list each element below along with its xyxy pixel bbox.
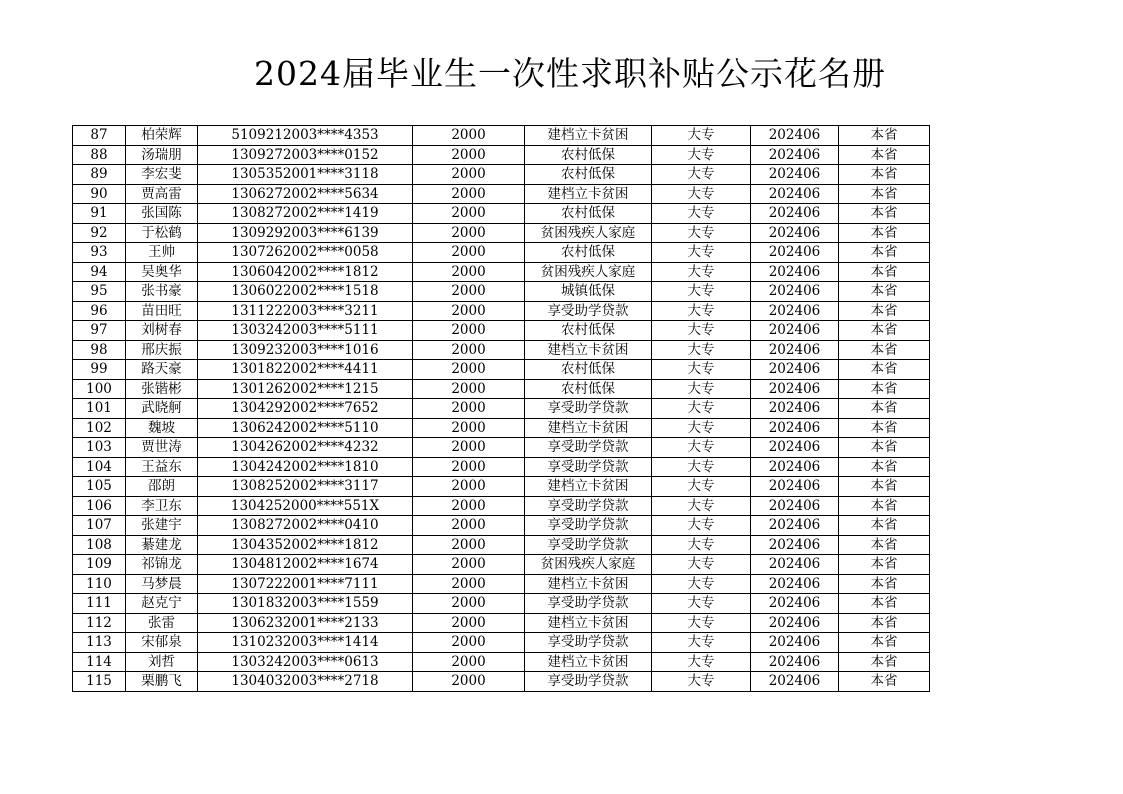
cell-id-number: 1307222001****7111 — [198, 574, 413, 594]
table-row — [73, 672, 930, 692]
cell-graduation: 202406 — [751, 204, 839, 224]
cell-amount: 2000 — [413, 243, 525, 263]
cell-amount: 2000 — [413, 574, 525, 594]
cell-seq: 109 — [73, 555, 126, 575]
table-row — [73, 418, 930, 438]
table-row — [73, 477, 930, 497]
page-title: 2024届毕业生一次性求职补贴公示花名册 — [254, 54, 886, 93]
cell-graduation: 202406 — [751, 516, 839, 536]
table-row — [73, 321, 930, 341]
cell-education: 大专 — [652, 613, 751, 633]
cell-amount: 2000 — [413, 516, 525, 536]
cell-name: 武晓舸 — [126, 399, 198, 419]
cell-id-number: 1301832003****1559 — [198, 594, 413, 614]
cell-id-number: 1306022002****1518 — [198, 282, 413, 302]
cell-education: 大专 — [652, 340, 751, 360]
cell-graduation: 202406 — [751, 321, 839, 341]
cell-region: 本省 — [839, 418, 930, 438]
cell-graduation: 202406 — [751, 613, 839, 633]
cell-amount: 2000 — [413, 360, 525, 380]
cell-id-number: 1301262002****1215 — [198, 379, 413, 399]
cell-category: 农村低保 — [525, 360, 652, 380]
cell-category: 享受助学贷款 — [525, 438, 652, 458]
cell-education: 大专 — [652, 262, 751, 282]
cell-amount: 2000 — [413, 379, 525, 399]
cell-category: 建档立卡贫困 — [525, 184, 652, 204]
table-row — [73, 262, 930, 282]
cell-graduation: 202406 — [751, 477, 839, 497]
cell-id-number: 1309272003****0152 — [198, 145, 413, 165]
cell-category: 贫困残疾人家庭 — [525, 262, 652, 282]
cell-name: 路天豪 — [126, 360, 198, 380]
cell-region: 本省 — [839, 555, 930, 575]
cell-graduation: 202406 — [751, 243, 839, 263]
cell-id-number: 1310232003****1414 — [198, 633, 413, 653]
cell-seq: 98 — [73, 340, 126, 360]
cell-name: 张建宇 — [126, 516, 198, 536]
cell-id-number: 1304292002****7652 — [198, 399, 413, 419]
cell-name: 祁锦龙 — [126, 555, 198, 575]
cell-graduation: 202406 — [751, 262, 839, 282]
cell-category: 享受助学贷款 — [525, 457, 652, 477]
cell-id-number: 1306272002****5634 — [198, 184, 413, 204]
cell-education: 大专 — [652, 516, 751, 536]
cell-graduation: 202406 — [751, 438, 839, 458]
cell-name: 邵朗 — [126, 477, 198, 497]
cell-id-number: 5109212003****4353 — [198, 126, 413, 146]
cell-amount: 2000 — [413, 399, 525, 419]
cell-graduation: 202406 — [751, 379, 839, 399]
cell-education: 大专 — [652, 204, 751, 224]
table-row — [73, 243, 930, 263]
cell-region: 本省 — [839, 204, 930, 224]
cell-id-number: 1306242002****5110 — [198, 418, 413, 438]
cell-id-number: 1308272002****1419 — [198, 204, 413, 224]
table-row — [73, 379, 930, 399]
cell-region: 本省 — [839, 379, 930, 399]
cell-graduation: 202406 — [751, 574, 839, 594]
table-row — [73, 399, 930, 419]
cell-category: 享受助学贷款 — [525, 535, 652, 555]
cell-category: 建档立卡贫困 — [525, 340, 652, 360]
cell-amount: 2000 — [413, 184, 525, 204]
cell-amount: 2000 — [413, 438, 525, 458]
cell-education: 大专 — [652, 535, 751, 555]
cell-education: 大专 — [652, 555, 751, 575]
table-row — [73, 165, 930, 185]
cell-graduation: 202406 — [751, 126, 839, 146]
table-row — [73, 204, 930, 224]
cell-region: 本省 — [839, 535, 930, 555]
cell-id-number: 1308252002****3117 — [198, 477, 413, 497]
cell-seq: 112 — [73, 613, 126, 633]
cell-id-number: 1304032003****2718 — [198, 672, 413, 692]
cell-region: 本省 — [839, 165, 930, 185]
cell-graduation: 202406 — [751, 594, 839, 614]
cell-category: 建档立卡贫困 — [525, 126, 652, 146]
cell-name: 王帅 — [126, 243, 198, 263]
cell-graduation: 202406 — [751, 652, 839, 672]
cell-amount: 2000 — [413, 652, 525, 672]
cell-category: 建档立卡贫困 — [525, 418, 652, 438]
cell-seq: 94 — [73, 262, 126, 282]
cell-education: 大专 — [652, 574, 751, 594]
cell-region: 本省 — [839, 340, 930, 360]
cell-seq: 104 — [73, 457, 126, 477]
cell-seq: 97 — [73, 321, 126, 341]
cell-seq: 101 — [73, 399, 126, 419]
cell-education: 大专 — [652, 594, 751, 614]
cell-seq: 110 — [73, 574, 126, 594]
cell-id-number: 1306232001****2133 — [198, 613, 413, 633]
cell-category: 贫困残疾人家庭 — [525, 555, 652, 575]
cell-seq: 91 — [73, 204, 126, 224]
cell-education: 大专 — [652, 223, 751, 243]
cell-amount: 2000 — [413, 165, 525, 185]
cell-education: 大专 — [652, 301, 751, 321]
table-row — [73, 613, 930, 633]
cell-graduation: 202406 — [751, 301, 839, 321]
cell-graduation: 202406 — [751, 360, 839, 380]
cell-graduation: 202406 — [751, 633, 839, 653]
cell-category: 建档立卡贫困 — [525, 574, 652, 594]
cell-amount: 2000 — [413, 535, 525, 555]
cell-amount: 2000 — [413, 282, 525, 302]
cell-id-number: 1303242003****0613 — [198, 652, 413, 672]
cell-name: 贾世涛 — [126, 438, 198, 458]
cell-category: 享受助学贷款 — [525, 672, 652, 692]
cell-category: 享受助学贷款 — [525, 301, 652, 321]
table-row — [73, 438, 930, 458]
cell-name: 李宏斐 — [126, 165, 198, 185]
table-row — [73, 457, 930, 477]
cell-category: 农村低保 — [525, 145, 652, 165]
table-row — [73, 496, 930, 516]
cell-education: 大专 — [652, 243, 751, 263]
cell-amount: 2000 — [413, 496, 525, 516]
cell-region: 本省 — [839, 594, 930, 614]
cell-seq: 89 — [73, 165, 126, 185]
cell-region: 本省 — [839, 457, 930, 477]
cell-amount: 2000 — [413, 126, 525, 146]
cell-region: 本省 — [839, 496, 930, 516]
cell-seq: 93 — [73, 243, 126, 263]
roster-body — [73, 126, 930, 692]
table-row — [73, 282, 930, 302]
cell-education: 大专 — [652, 321, 751, 341]
cell-amount: 2000 — [413, 672, 525, 692]
cell-graduation: 202406 — [751, 496, 839, 516]
cell-amount: 2000 — [413, 633, 525, 653]
cell-graduation: 202406 — [751, 184, 839, 204]
cell-amount: 2000 — [413, 594, 525, 614]
cell-name: 王益东 — [126, 457, 198, 477]
cell-amount: 2000 — [413, 262, 525, 282]
cell-amount: 2000 — [413, 613, 525, 633]
cell-region: 本省 — [839, 360, 930, 380]
cell-id-number: 1308272002****0410 — [198, 516, 413, 536]
cell-category: 农村低保 — [525, 321, 652, 341]
cell-name: 张书豪 — [126, 282, 198, 302]
table-row — [73, 360, 930, 380]
cell-education: 大专 — [652, 126, 751, 146]
cell-amount: 2000 — [413, 223, 525, 243]
cell-education: 大专 — [652, 360, 751, 380]
cell-amount: 2000 — [413, 204, 525, 224]
cell-id-number: 1306042002****1812 — [198, 262, 413, 282]
cell-graduation: 202406 — [751, 145, 839, 165]
cell-amount: 2000 — [413, 145, 525, 165]
cell-region: 本省 — [839, 301, 930, 321]
cell-category: 城镇低保 — [525, 282, 652, 302]
cell-seq: 115 — [73, 672, 126, 692]
cell-category: 农村低保 — [525, 379, 652, 399]
cell-name: 栗鹏飞 — [126, 672, 198, 692]
cell-education: 大专 — [652, 282, 751, 302]
cell-id-number: 1301822002****4411 — [198, 360, 413, 380]
table-row — [73, 574, 930, 594]
cell-id-number: 1304352002****1812 — [198, 535, 413, 555]
cell-region: 本省 — [839, 262, 930, 282]
cell-category: 贫困残疾人家庭 — [525, 223, 652, 243]
cell-name: 宋郁泉 — [126, 633, 198, 653]
cell-education: 大专 — [652, 652, 751, 672]
cell-id-number: 1311222003****3211 — [198, 301, 413, 321]
table-row — [73, 535, 930, 555]
cell-seq: 108 — [73, 535, 126, 555]
cell-id-number: 1304812002****1674 — [198, 555, 413, 575]
cell-name: 赵克宁 — [126, 594, 198, 614]
cell-region: 本省 — [839, 223, 930, 243]
cell-name: 张国陈 — [126, 204, 198, 224]
cell-education: 大专 — [652, 672, 751, 692]
cell-education: 大专 — [652, 633, 751, 653]
cell-amount: 2000 — [413, 477, 525, 497]
cell-graduation: 202406 — [751, 418, 839, 438]
cell-education: 大专 — [652, 457, 751, 477]
cell-category: 建档立卡贫困 — [525, 477, 652, 497]
cell-id-number: 1305352001****3118 — [198, 165, 413, 185]
cell-seq: 102 — [73, 418, 126, 438]
cell-graduation: 202406 — [751, 535, 839, 555]
cell-education: 大专 — [652, 145, 751, 165]
cell-graduation: 202406 — [751, 457, 839, 477]
cell-graduation: 202406 — [751, 555, 839, 575]
roster-table — [72, 125, 930, 692]
cell-category: 建档立卡贫困 — [525, 613, 652, 633]
cell-name: 张锴彬 — [126, 379, 198, 399]
cell-category: 享受助学贷款 — [525, 399, 652, 419]
cell-name: 汤瑞朋 — [126, 145, 198, 165]
cell-seq: 114 — [73, 652, 126, 672]
cell-id-number: 1309292003****6139 — [198, 223, 413, 243]
cell-name: 吴奥华 — [126, 262, 198, 282]
cell-id-number: 1304252000****551X — [198, 496, 413, 516]
cell-seq: 111 — [73, 594, 126, 614]
cell-seq: 95 — [73, 282, 126, 302]
cell-region: 本省 — [839, 438, 930, 458]
cell-education: 大专 — [652, 184, 751, 204]
cell-seq: 88 — [73, 145, 126, 165]
cell-category: 农村低保 — [525, 243, 652, 263]
cell-region: 本省 — [839, 477, 930, 497]
cell-category: 享受助学贷款 — [525, 594, 652, 614]
table-row — [73, 340, 930, 360]
table-row — [73, 126, 930, 146]
cell-seq: 99 — [73, 360, 126, 380]
cell-region: 本省 — [839, 516, 930, 536]
cell-seq: 107 — [73, 516, 126, 536]
cell-amount: 2000 — [413, 457, 525, 477]
cell-name: 柏荣辉 — [126, 126, 198, 146]
cell-category: 享受助学贷款 — [525, 633, 652, 653]
cell-region: 本省 — [839, 321, 930, 341]
cell-seq: 113 — [73, 633, 126, 653]
cell-seq: 90 — [73, 184, 126, 204]
cell-education: 大专 — [652, 496, 751, 516]
cell-region: 本省 — [839, 613, 930, 633]
cell-id-number: 1304242002****1810 — [198, 457, 413, 477]
table-row — [73, 516, 930, 536]
cell-region: 本省 — [839, 184, 930, 204]
table-row — [73, 301, 930, 321]
cell-name: 张雷 — [126, 613, 198, 633]
cell-graduation: 202406 — [751, 340, 839, 360]
cell-region: 本省 — [839, 574, 930, 594]
table-row — [73, 223, 930, 243]
cell-region: 本省 — [839, 126, 930, 146]
cell-region: 本省 — [839, 652, 930, 672]
cell-category: 享受助学贷款 — [525, 516, 652, 536]
cell-name: 李卫东 — [126, 496, 198, 516]
cell-id-number: 1307262002****0058 — [198, 243, 413, 263]
cell-name: 刘哲 — [126, 652, 198, 672]
cell-name: 刘树春 — [126, 321, 198, 341]
cell-education: 大专 — [652, 438, 751, 458]
cell-education: 大专 — [652, 379, 751, 399]
cell-id-number: 1304262002****4232 — [198, 438, 413, 458]
cell-region: 本省 — [839, 145, 930, 165]
cell-graduation: 202406 — [751, 223, 839, 243]
cell-id-number: 1303242003****5111 — [198, 321, 413, 341]
cell-seq: 87 — [73, 126, 126, 146]
cell-region: 本省 — [839, 282, 930, 302]
cell-education: 大专 — [652, 477, 751, 497]
cell-name: 于松鹤 — [126, 223, 198, 243]
cell-graduation: 202406 — [751, 672, 839, 692]
cell-category: 享受助学贷款 — [525, 496, 652, 516]
cell-amount: 2000 — [413, 301, 525, 321]
cell-education: 大专 — [652, 418, 751, 438]
table-row — [73, 555, 930, 575]
cell-graduation: 202406 — [751, 399, 839, 419]
cell-name: 苗田旺 — [126, 301, 198, 321]
cell-graduation: 202406 — [751, 282, 839, 302]
table-row — [73, 594, 930, 614]
cell-region: 本省 — [839, 672, 930, 692]
cell-amount: 2000 — [413, 340, 525, 360]
cell-seq: 103 — [73, 438, 126, 458]
cell-region: 本省 — [839, 399, 930, 419]
cell-amount: 2000 — [413, 321, 525, 341]
cell-name: 贾高雷 — [126, 184, 198, 204]
cell-education: 大专 — [652, 165, 751, 185]
cell-id-number: 1309232003****1016 — [198, 340, 413, 360]
cell-seq: 92 — [73, 223, 126, 243]
cell-seq: 106 — [73, 496, 126, 516]
table-row — [73, 633, 930, 653]
cell-education: 大专 — [652, 399, 751, 419]
cell-name: 綦建龙 — [126, 535, 198, 555]
cell-category: 建档立卡贫困 — [525, 652, 652, 672]
cell-amount: 2000 — [413, 555, 525, 575]
table-row — [73, 652, 930, 672]
cell-graduation: 202406 — [751, 165, 839, 185]
cell-name: 马梦晨 — [126, 574, 198, 594]
cell-name: 魏坡 — [126, 418, 198, 438]
cell-seq: 96 — [73, 301, 126, 321]
cell-category: 农村低保 — [525, 204, 652, 224]
cell-region: 本省 — [839, 243, 930, 263]
table-row — [73, 145, 930, 165]
cell-category: 农村低保 — [525, 165, 652, 185]
cell-name: 邢庆振 — [126, 340, 198, 360]
cell-seq: 105 — [73, 477, 126, 497]
cell-seq: 100 — [73, 379, 126, 399]
cell-region: 本省 — [839, 633, 930, 653]
cell-amount: 2000 — [413, 418, 525, 438]
table-row — [73, 184, 930, 204]
